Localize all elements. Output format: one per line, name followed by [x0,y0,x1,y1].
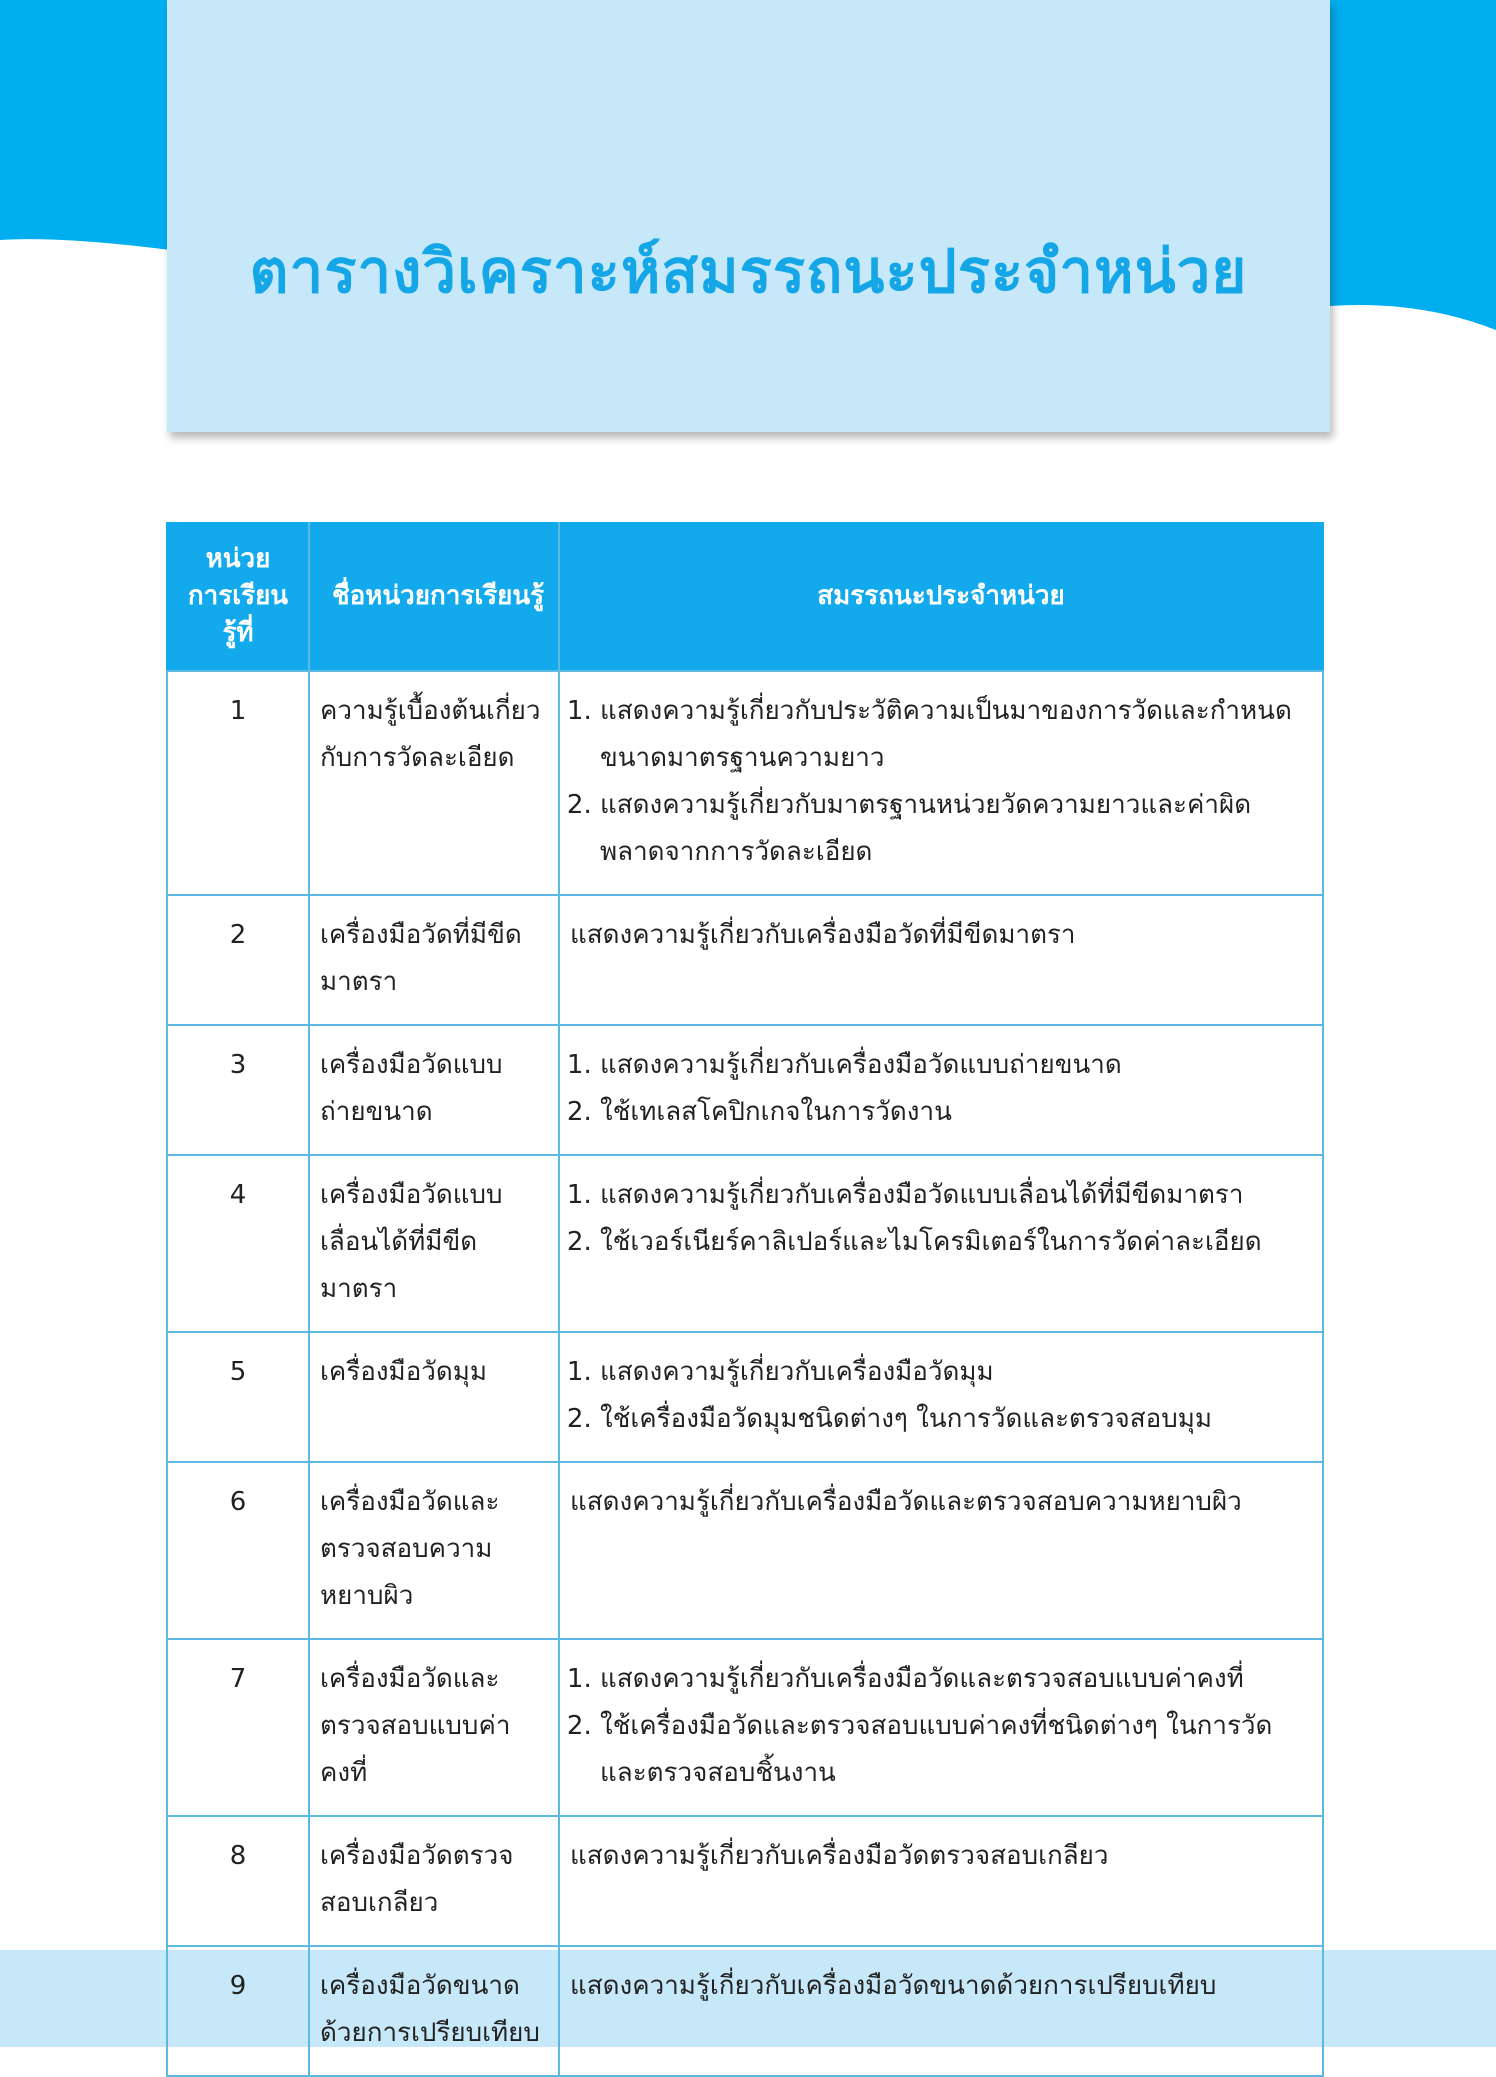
competency-cell: แสดงความรู้เกี่ยวกับเครื่องมือวัดและตรวจสอบความหยาบผิว [559,1462,1323,1639]
unit-number-cell: 7 [167,1639,309,1816]
header-unit-no-line: รู้ที่ [222,617,254,648]
competency-cell: แสดงความรู้เกี่ยวกับเครื่องมือวัดที่มีขีดมาตรา [559,895,1323,1025]
unit-number-cell: 8 [167,1816,309,1946]
unit-name-cell: เครื่องมือวัดมุม [309,1332,559,1462]
header-unit-no-line: หน่วย [205,543,271,574]
table-row [167,1816,1323,1946]
competency-item: 1. แสดงความรู้เกี่ยวกับประวัติความเป็นมาของการวัดและกำหนดขนาดมาตรฐานความยาว [600,688,1312,782]
unit-name-cell: เครื่องมือวัดแบบถ่ายขนาด [309,1025,559,1155]
competency-item: 2. ใช้เครื่องมือวัดมุมชนิดต่างๆ ในการวัดและตรวจสอบมุม [600,1396,1312,1443]
unit-number-cell: 9 [167,1946,309,2076]
unit-number-cell: 5 [167,1332,309,1462]
unit-name-cell: เครื่องมือวัดและตรวจสอบแบบค่าคงที่ [309,1639,559,1816]
competency-item: 2. ใช้เครื่องมือวัดและตรวจสอบแบบค่าคงที่ชนิดต่างๆ ในการวัดและตรวจสอบชิ้นงาน [600,1703,1312,1797]
competency-list [570,1349,1312,1443]
competency-cell: แสดงความรู้เกี่ยวกับเครื่องมือวัดตรวจสอบเกลียว [559,1816,1323,1946]
table-row [167,1639,1323,1816]
competency-item: 1. แสดงความรู้เกี่ยวกับเครื่องมือวัดมุม [600,1349,1312,1396]
table-row [167,1946,1323,2076]
competency-cell [559,1025,1323,1155]
page-title: ตารางวิเคราะห์สมรรถนะประจำหน่วย [249,236,1248,307]
competency-table [166,522,1324,2077]
competency-list [570,1172,1312,1266]
table-row [167,671,1323,895]
unit-number-cell: 4 [167,1155,309,1332]
table-header-row [167,522,1323,671]
competency-item: 1. แสดงความรู้เกี่ยวกับเครื่องมือวัดแบบถ่ายขนาด [600,1042,1312,1089]
header-unit-no [167,522,309,671]
competency-cell [559,1155,1323,1332]
competency-cell: แสดงความรู้เกี่ยวกับเครื่องมือวัดขนาดด้วยการเปรียบเทียบ [559,1946,1323,2076]
header-unit-name: ชื่อหน่วยการเรียนรู้ [309,522,559,671]
competency-list [570,1042,1312,1136]
competency-cell [559,1332,1323,1462]
table-row [167,895,1323,1025]
unit-name-cell: เครื่องมือวัดตรวจสอบเกลียว [309,1816,559,1946]
competency-item: 1. แสดงความรู้เกี่ยวกับเครื่องมือวัดและตรวจสอบแบบค่าคงที่ [600,1656,1312,1703]
competency-item: 1. แสดงความรู้เกี่ยวกับเครื่องมือวัดแบบเลื่อนได้ที่มีขีดมาตรา [600,1172,1312,1219]
table-row [167,1155,1323,1332]
unit-number-cell: 3 [167,1025,309,1155]
unit-number-cell: 6 [167,1462,309,1639]
competency-cell [559,1639,1323,1816]
competency-table-container [166,522,1324,2077]
unit-number-cell: 1 [167,671,309,895]
competency-cell [559,671,1323,895]
competency-list [570,1656,1312,1797]
unit-number-cell: 2 [167,895,309,1025]
table-row [167,1025,1323,1155]
unit-name-cell: เครื่องมือวัดที่มีขีดมาตรา [309,895,559,1025]
unit-name-cell: เครื่องมือวัดและตรวจสอบความหยาบผิว [309,1462,559,1639]
table-row [167,1332,1323,1462]
unit-name-cell: เครื่องมือวัดขนาดด้วยการเปรียบเทียบ [309,1946,559,2076]
competency-list [570,688,1312,876]
unit-name-cell: ความรู้เบื้องต้นเกี่ยวกับการวัดละเอียด [309,671,559,895]
unit-name-cell: เครื่องมือวัดแบบเลื่อนได้ที่มีขีดมาตรา [309,1155,559,1332]
competency-item: 2. แสดงความรู้เกี่ยวกับมาตรฐานหน่วยวัดความยาวและค่าผิดพลาดจากการวัดละเอียด [600,782,1312,876]
header-unit-no-line: การเรียน [187,580,289,611]
table-body [167,671,1323,2076]
competency-item: 2. ใช้เทเลสโคปิกเกจในการวัดงาน [600,1089,1312,1136]
table-row [167,1462,1323,1639]
competency-item: 2. ใช้เวอร์เนียร์คาลิเปอร์และไมโครมิเตอร์ในการวัดค่าละเอียด [600,1219,1312,1266]
title-banner [167,0,1330,432]
header-competency: สมรรถนะประจำหน่วย [559,522,1323,671]
